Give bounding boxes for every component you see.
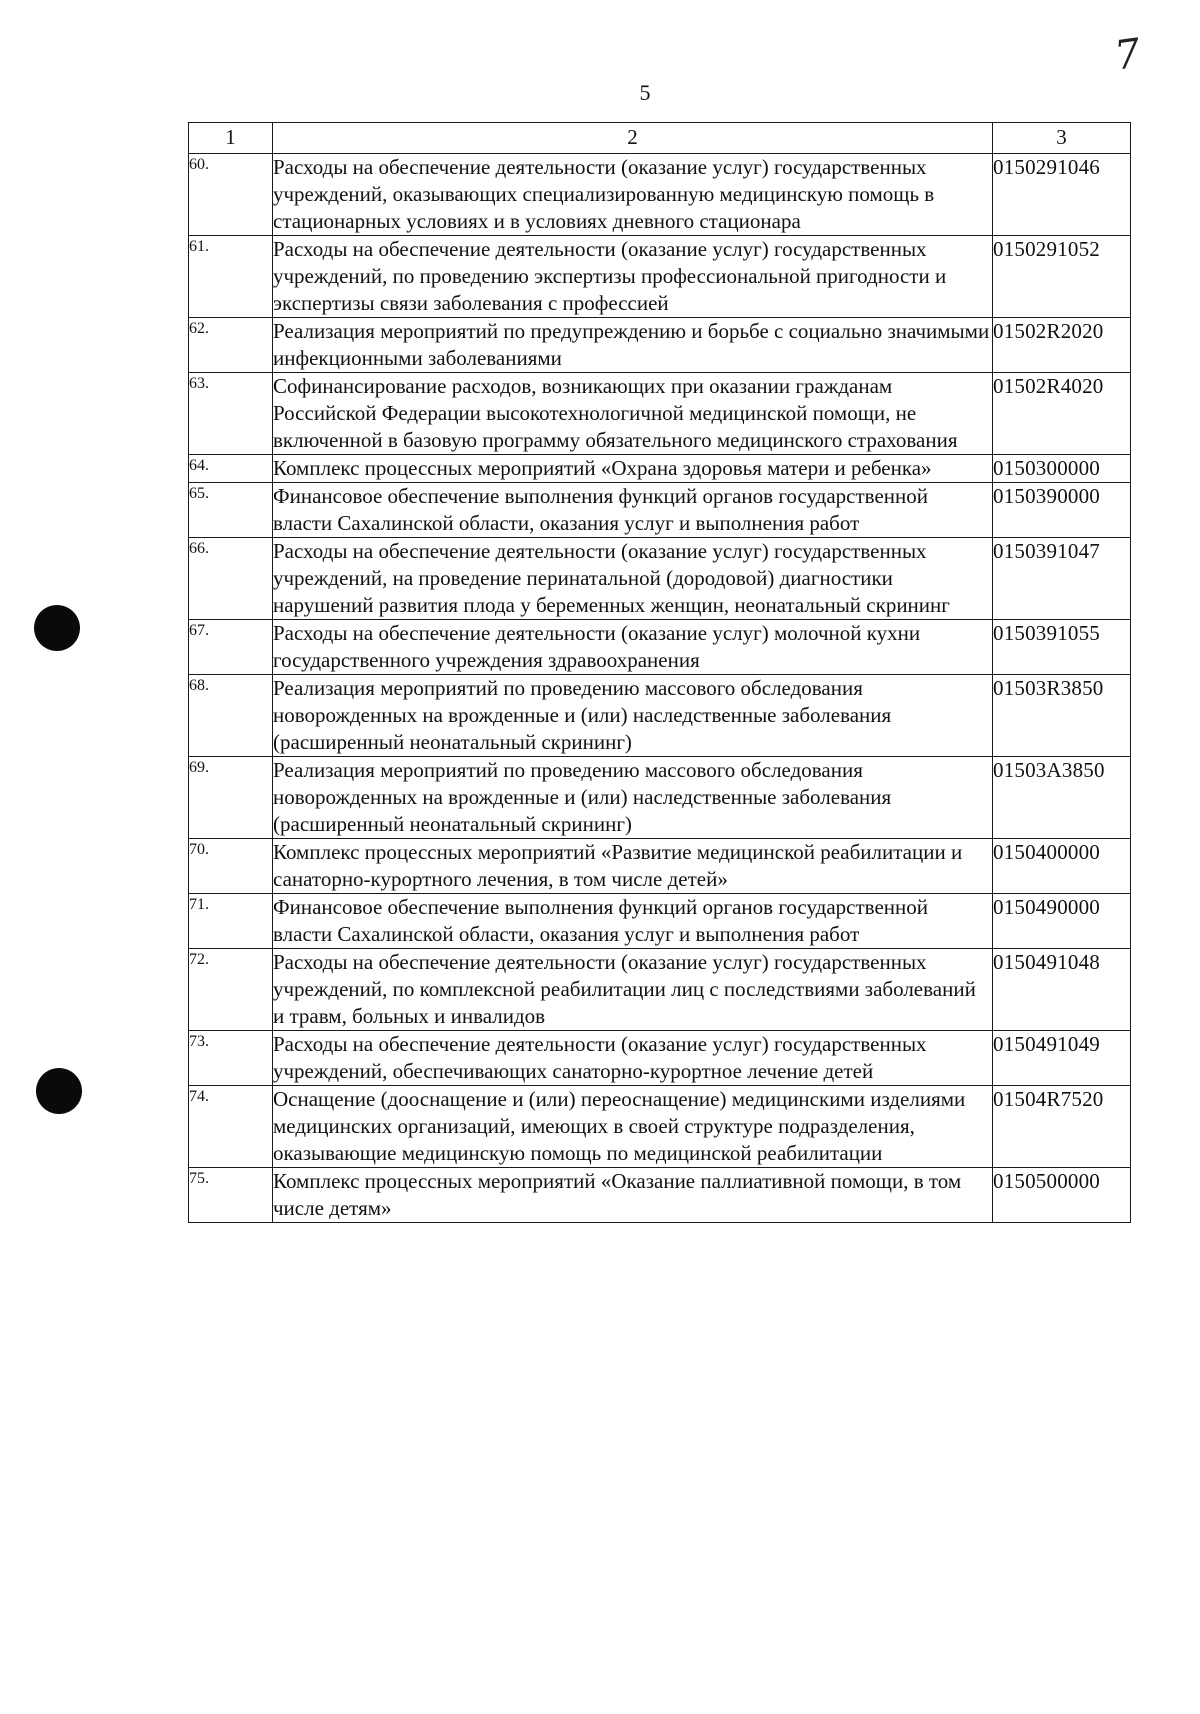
header-col-2: 2 (273, 123, 993, 154)
row-description: Комплекс процессных мероприятий «Охрана здоровья матери и ребенка» (273, 455, 993, 483)
row-description: Расходы на обеспечение деятельности (оказание услуг) государственных учреждений, по комплексной реабилитации лиц с последствиями заболеваний и травм, больных и инвалидов (273, 949, 993, 1031)
table-row (189, 373, 1131, 455)
table-row (189, 318, 1131, 373)
table-row (189, 894, 1131, 949)
handwritten-page-mark: 7 (1111, 30, 1144, 80)
row-code: 0150491049 (993, 1031, 1131, 1086)
table-row (189, 538, 1131, 620)
table-row (189, 236, 1131, 318)
row-description: Расходы на обеспечение деятельности (оказание услуг) государственных учреждений, обеспечивающих санаторно-курортное лечение детей (273, 1031, 993, 1086)
row-code: 01503R3850 (993, 675, 1131, 757)
table-row (189, 675, 1131, 757)
table-row (189, 949, 1131, 1031)
row-code: 0150391047 (993, 538, 1131, 620)
row-number: 67. (189, 620, 273, 675)
row-description: Расходы на обеспечение деятельности (оказание услуг) государственных учреждений, по проведению экспертизы профессиональной пригодности и экспертизы связи заболевания с профессией (273, 236, 993, 318)
row-code: 0150490000 (993, 894, 1131, 949)
header-col-3: 3 (993, 123, 1131, 154)
row-description: Финансовое обеспечение выполнения функций органов государственной власти Сахалинской области, оказания услуг и выполнения работ (273, 483, 993, 538)
row-number: 66. (189, 538, 273, 620)
row-number: 62. (189, 318, 273, 373)
table-row (189, 1086, 1131, 1168)
row-description: Комплекс процессных мероприятий «Развитие медицинской реабилитации и санаторно-курортного лечения, в том числе детей» (273, 839, 993, 894)
row-code: 0150291052 (993, 236, 1131, 318)
row-code: 0150491048 (993, 949, 1131, 1031)
table-row (189, 620, 1131, 675)
row-number: 74. (189, 1086, 273, 1168)
row-number: 63. (189, 373, 273, 455)
row-code: 0150390000 (993, 483, 1131, 538)
budget-code-table (188, 122, 1131, 1223)
row-description: Реализация мероприятий по проведению массового обследования новорожденных на врожденные и (или) наследственные заболевания (расширенный неонатальный скрининг) (273, 757, 993, 839)
row-number: 61. (189, 236, 273, 318)
punch-hole (34, 605, 80, 651)
row-number: 64. (189, 455, 273, 483)
table-row (189, 455, 1131, 483)
row-description: Расходы на обеспечение деятельности (оказание услуг) государственных учреждений, оказывающих специализированную медицинскую помощь в стационарных условиях и в условиях дневного стационара (273, 154, 993, 236)
row-code: 01503A3850 (993, 757, 1131, 839)
row-code: 01502R2020 (993, 318, 1131, 373)
row-code: 0150300000 (993, 455, 1131, 483)
row-description: Расходы на обеспечение деятельности (оказание услуг) государственных учреждений, на проведение перинатальной (дородовой) диагностики нарушений развития плода у беременных женщин, неонатальный скрининг (273, 538, 993, 620)
row-code: 01504R7520 (993, 1086, 1131, 1168)
table-header-row (189, 123, 1131, 154)
row-number: 65. (189, 483, 273, 538)
row-description: Софинансирование расходов, возникающих при оказании гражданам Российской Федерации высокотехнологичной медицинской помощи, не включенной в базовую программу обязательного медицинского страхования (273, 373, 993, 455)
row-description: Комплекс процессных мероприятий «Оказание паллиативной помощи, в том числе детям» (273, 1168, 993, 1223)
table-row (189, 483, 1131, 538)
table-row (189, 757, 1131, 839)
row-number: 75. (189, 1168, 273, 1223)
row-number: 72. (189, 949, 273, 1031)
page-number: 5 (639, 80, 651, 105)
row-number: 73. (189, 1031, 273, 1086)
row-code: 0150391055 (993, 620, 1131, 675)
table-row (189, 1031, 1131, 1086)
row-description: Финансовое обеспечение выполнения функций органов государственной власти Сахалинской области, оказания услуг и выполнения работ (273, 894, 993, 949)
table-row (189, 154, 1131, 236)
table-row (189, 1168, 1131, 1223)
row-number: 68. (189, 675, 273, 757)
row-code: 0150400000 (993, 839, 1131, 894)
row-description: Реализация мероприятий по предупреждению и борьбе с социально значимыми инфекционными заболеваниями (273, 318, 993, 373)
row-description: Оснащение (дооснащение и (или) переоснащение) медицинскими изделиями медицинских организаций, имеющих в своей структуре подразделения, оказывающие медицинскую помощь по медицинской реабилитации (273, 1086, 993, 1168)
row-code: 01502R4020 (993, 373, 1131, 455)
row-number: 69. (189, 757, 273, 839)
punch-hole (36, 1068, 82, 1114)
row-code: 0150291046 (993, 154, 1131, 236)
header-col-1: 1 (189, 123, 273, 154)
row-description: Реализация мероприятий по проведению массового обследования новорожденных на врожденные и (или) наследственные заболевания (расширенный неонатальный скрининг) (273, 675, 993, 757)
row-number: 71. (189, 894, 273, 949)
table-row (189, 839, 1131, 894)
row-number: 70. (189, 839, 273, 894)
row-description: Расходы на обеспечение деятельности (оказание услуг) молочной кухни государственного учреждения здравоохранения (273, 620, 993, 675)
row-code: 0150500000 (993, 1168, 1131, 1223)
row-number: 60. (189, 154, 273, 236)
